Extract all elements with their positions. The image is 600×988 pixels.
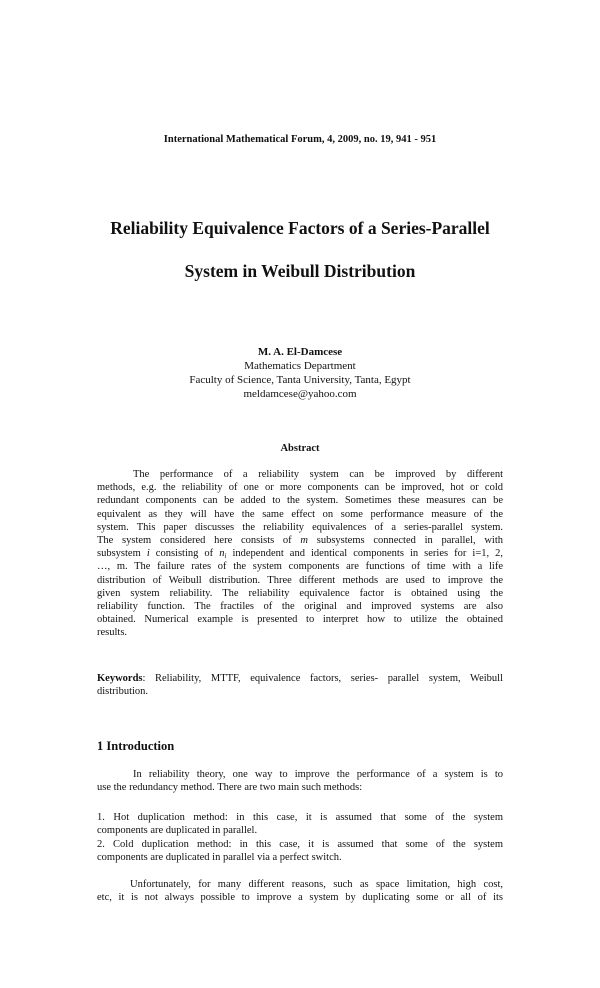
keywords-line: distribution. xyxy=(97,686,149,698)
list-item-cold-duplication xyxy=(97,838,503,864)
abstract-line: methods, e.g. the reliability of one or more components can be improved, hot or cold xyxy=(97,482,503,494)
journal-header: International Mathematical Forum, 4, 2009, no. 19, 941 - 951 xyxy=(163,134,437,145)
affiliation-department: Mathematics Department xyxy=(244,360,356,372)
abstract-line: system. This paper discusses the reliability equivalences of a series-parallel system. xyxy=(97,521,503,533)
abstract-line-with-m: The system considered here consists of m subsystems connected in parallel, with xyxy=(97,534,503,546)
body-line: Unfortunately, for many different reasons, such as space limitation, high cost, xyxy=(130,879,503,890)
paper-title-line-2: System in Weibull Distribution xyxy=(184,261,416,281)
math-var-m: m xyxy=(300,534,309,546)
affiliation-faculty: Faculty of Science, Tanta University, Tanta, Egypt xyxy=(189,374,411,386)
body-line: etc, it is not always possible to improve a system by duplicating some or all of its xyxy=(97,892,503,904)
body-line: In reliability theory, one way to improve the performance of a system is to xyxy=(133,769,503,780)
abstract-line: distribution of Weibull distribution. Three different methods are used to improve the xyxy=(97,574,503,586)
body-line: use the redundancy method. There are two main such methods: xyxy=(97,782,363,794)
math-var-i: i xyxy=(146,548,150,560)
keywords xyxy=(97,672,503,698)
body-line: components are duplicated in parallel. xyxy=(97,825,258,837)
abstract-line: The performance of a reliability system can be improved by different xyxy=(133,469,503,480)
abstract-line: reliability function. The fractiles of the original and improved systems are also xyxy=(97,600,503,612)
abstract-line: redundant components can be added to the system. Sometimes these measures can be xyxy=(97,495,503,507)
abstract-line: …, m. The failure rates of the system components are functions of time with a life xyxy=(97,561,503,573)
list-item-hot-duplication xyxy=(97,811,503,837)
keywords-label: Keywords xyxy=(97,673,143,684)
author-email[interactable]: meldamcese@yahoo.com xyxy=(243,388,357,400)
body-line: components are duplicated in parallel via a perfect switch. xyxy=(97,852,342,864)
body-line: 1. Hot duplication method: in this case, it is assumed that some of the system xyxy=(97,812,503,823)
body-line: 2. Cold duplication method: in this case, it is assumed that some of the system xyxy=(97,839,503,850)
abstract-line: given system reliability. The reliability equivalence factor is obtained using the xyxy=(97,587,503,599)
section-heading: 1 Introduction xyxy=(97,739,175,753)
body-paragraph xyxy=(97,878,503,904)
abstract-body xyxy=(97,468,503,639)
math-var-n: $n_i$ xyxy=(219,548,227,561)
keywords-line: Keywords: Reliability, MTTF, equivalence factors, series- parallel system, Weibull xyxy=(97,673,503,684)
abstract-heading: Abstract xyxy=(280,443,320,454)
abstract-line: results. xyxy=(97,627,128,639)
abstract-line: equivalent as they will have the same effect on some performance measure of the xyxy=(97,508,503,520)
paper-title-line-1: Reliability Equivalence Factors of a Series-Parallel xyxy=(110,218,490,238)
author-name: M. A. El-Damcese xyxy=(257,346,343,358)
abstract-line: obtained. Numerical example is presented to interpret how to utilize the obtained xyxy=(97,614,503,626)
intro-paragraph xyxy=(97,768,503,794)
abstract-line-with-vars: subsystem i consisting of $n_i$ independent and identical components in series for i=1, 2, xyxy=(97,548,503,561)
